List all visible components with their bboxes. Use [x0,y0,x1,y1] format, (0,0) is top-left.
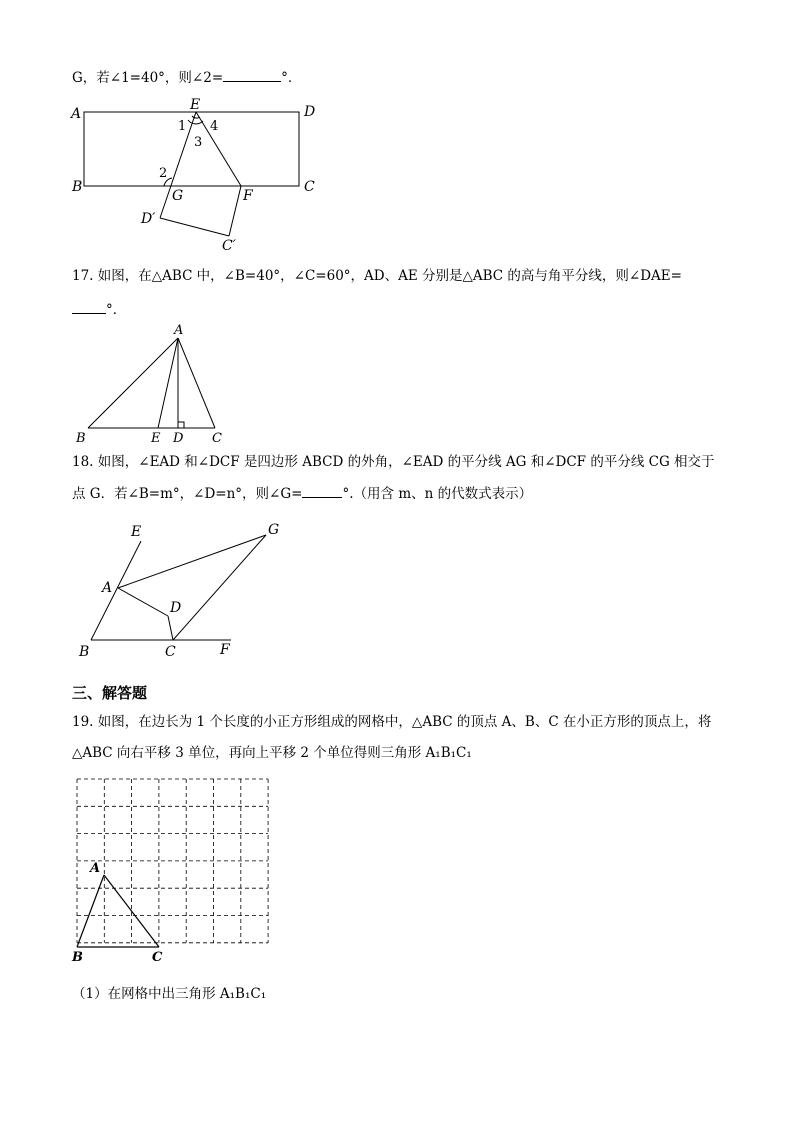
q17-label-e: E [151,431,161,446]
q16-label-g: G [172,188,184,204]
q16-label-b: B [72,179,83,195]
q16-angle-1: 1 [178,119,187,134]
q19-text-1: 19. 如图，在边长为 1 个长度的小正方形组成的网格中，△ABC 的顶点 A、B、C 在小正方形的顶点上，将 [72,714,712,730]
q16-angle-2: 2 [159,166,168,181]
q17-label-c: C [212,431,222,446]
q16-label-e: E [190,97,201,113]
q18-label-g: G [268,522,280,538]
q17-text: 17. 如图，在△ABC 中，∠B=40°，∠C=60°，AD、AE 分别是△ABC 的高与角平分线，则∠DAE= [72,268,682,284]
q16-text-end: °． [281,70,302,86]
q18-label-d: D [170,600,182,616]
q16-angle-3: 3 [194,135,203,150]
q19-label-b: B [72,950,83,965]
q16-label-c-prime: C′ [222,238,236,254]
q16-text: G，若∠1=40°，则∠2= [72,70,224,86]
q16-label-d: D [304,104,316,120]
q17-label-d: D [173,431,184,446]
q19-label-c: C [152,950,163,965]
q19-triangle-side-ab [77,875,104,947]
q18-text-2: 点 G．若∠B=m°，∠D=n°，则∠G= [72,486,303,502]
q16-label-c: C [304,179,315,195]
q18-label-c: C [165,644,176,660]
q18-label-b: B [79,644,90,660]
q16-label-a: A [71,106,82,122]
q16-angle-4: 4 [210,119,219,134]
q19-label-a: A [90,861,101,876]
q16-label-d-prime: D′ [141,211,156,227]
q18-label-f: F [220,642,230,658]
q19-subquestion-1 [72,985,266,1003]
q17-label-b: B [76,431,86,446]
q18-label-a: A [102,580,113,596]
q19-sub1-text: （1）在网格中出三角形 A₁B₁C₁ [72,986,267,1002]
q17-label-a: A [174,323,184,338]
q19-dashed-grid[interactable] [77,779,268,943]
q18-text-2-end: °.（用含 m、n 的代数式表示） [342,486,533,502]
section-heading: 三、解答题 [72,684,148,702]
q17-text-end: °． [106,302,127,318]
q16-label-f: F [243,188,253,204]
q19-text-2: △ABC 向右平移 3 单位，再向上平移 2 个单位得则三角形 A₁B₁C₁ [72,745,472,761]
q18-text-1: 18. 如图，∠EAD 和∠DCF 是四边形 ABCD 的外角，∠EAD 的平分线 AG 和∠DCF 的平分线 CG 相交于 [72,454,715,470]
q18-label-e: E [131,524,142,540]
